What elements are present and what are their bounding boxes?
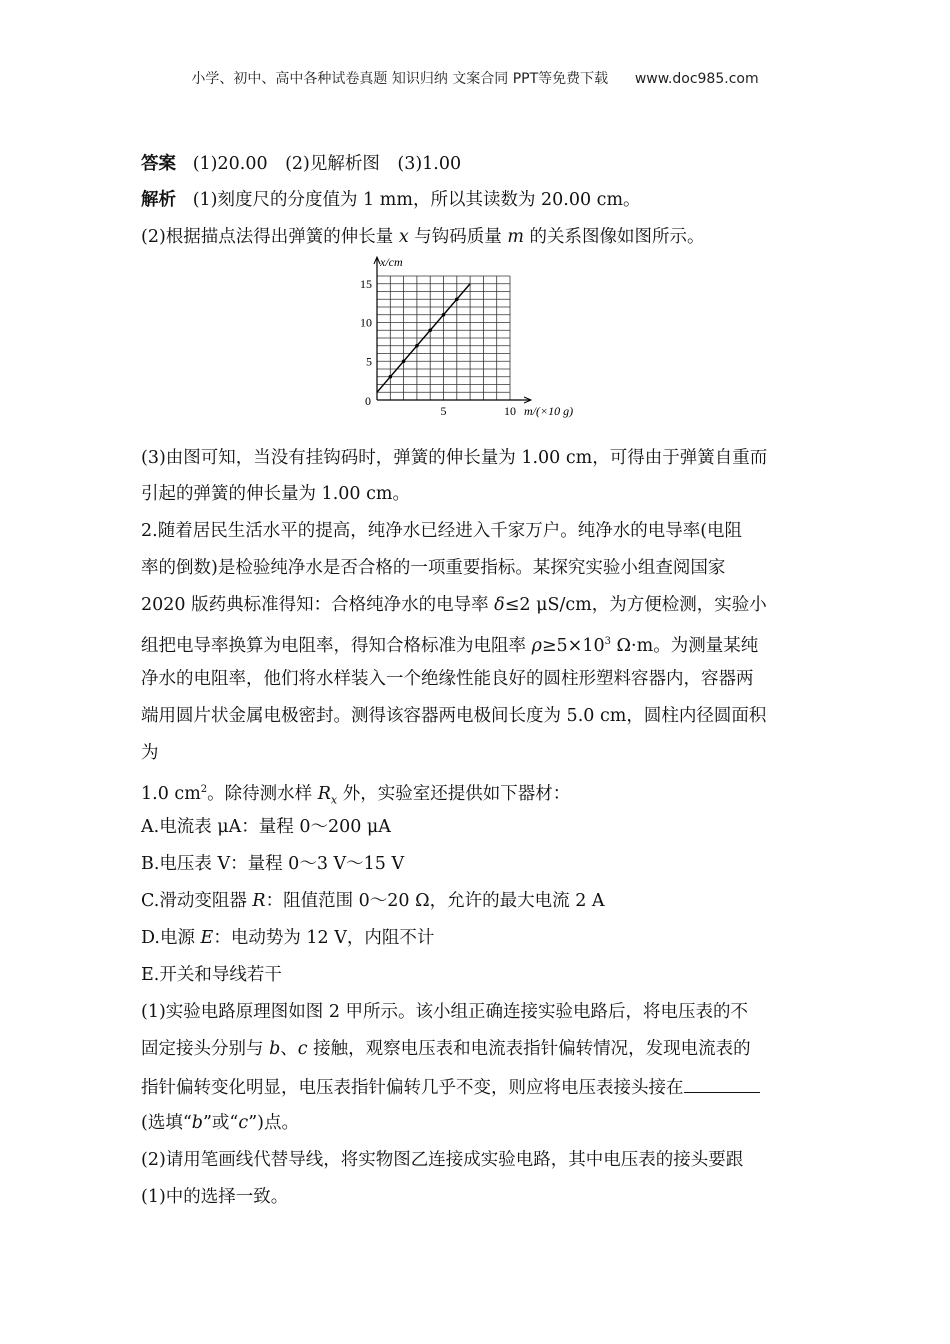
x-tick-label: 5 — [440, 404, 447, 418]
extension-mass-chart — [344, 252, 604, 424]
q2-line-2: 率的倒数)是检验纯净水是否合格的一项重要指标。某探究实验小组查阅国家 — [141, 558, 726, 578]
data-point — [455, 297, 459, 301]
answer-label: 答案 — [141, 154, 176, 174]
data-point — [389, 375, 393, 379]
analysis-line-1: 解析 (1)刻度尺的分度值为 1 mm，所以其读数为 20.00 cm。 — [141, 190, 641, 210]
q2-line-8: 1.0 $cm^2$。除待测水样 $R_x$ 外，实验室还提供如下器材： — [141, 783, 571, 807]
option-d: D.电源 E：电动势为 12 V，内阻不计 — [141, 928, 435, 948]
data-point — [428, 328, 432, 332]
q2-line-5: 净水的电阻率，他们将水样装入一个绝缘性能良好的圆柱形塑料容器内，容器两 — [141, 669, 754, 689]
page-header: 小学、初中、高中各种试卷真题 知识归纳 文案合同 PPT等免费下载 www.doc985.com — [191, 71, 759, 87]
y-tick-label: 10 — [360, 315, 372, 330]
answer-blank — [684, 1074, 760, 1093]
q2-line-7: 为 — [141, 743, 159, 763]
sub1-line-2: 固定接头分别与 b、c 接触，观察电压表和电流表指针偏转情况，发现电流表的 — [141, 1039, 751, 1059]
option-a: A.电流表 μA：量程 0～200 μA — [141, 817, 391, 837]
q2-line-1: 2.随着居民生活水平的提高，纯净水已经进入千家万户。纯净水的电导率(电阻 — [141, 521, 743, 541]
x-tick-label: 10 — [504, 404, 516, 418]
origin-label: 0 — [365, 394, 371, 408]
sub2-line-2: (1)中的选择一致。 — [141, 1187, 289, 1207]
data-point — [415, 344, 419, 348]
data-point — [402, 359, 406, 363]
sub2-line-1: (2)请用笔画线代替导线，将实物图乙连接成实验电路，其中电压表的接头要跟 — [141, 1150, 744, 1170]
option-e: E.开关和导线若干 — [141, 965, 282, 985]
analysis-label: 解析 — [141, 190, 176, 210]
option-c: C.滑动变阻器 R：阻值范围 0～20 Ω，允许的最大电流 2 A — [141, 891, 605, 911]
sub1-line-3: 指针偏转变化明显，电压表指针偏转几乎不变，则应将电压表接头接在 — [141, 1074, 811, 1100]
analysis-line-3: (3)由图可知，当没有挂钩码时，弹簧的伸长量为 1.00 cm，可得由于弹簧自重而 — [141, 448, 768, 468]
answer-line — [141, 152, 811, 176]
sub1-line-1: (1)实验电路原理图如图 2 甲所示。该小组正确连接实验电路后，将电压表的不 — [141, 1002, 749, 1022]
answer-text: (1)20.00 (2)见解析图 (3)1.00 — [192, 154, 462, 174]
q2-line-3: 2020 版药典标准得知：合格纯净水的电导率 δ≤2 μS/cm，为方便检测，实验小 — [141, 595, 767, 615]
data-point — [442, 313, 446, 317]
x-axis-label: m/(×10 g) — [524, 404, 574, 418]
q2-line-4: 组把电导率换算为电阻率，得知合格标准为电阻率 $\rho\ge 5\times 10^3$ Ω·m。为测量某纯 — [141, 635, 759, 656]
y-tick-label: 15 — [360, 276, 372, 291]
option-b: B.电压表 V：量程 0～3 V～15 V — [141, 854, 405, 874]
analysis-line-2: (2)根据描点法得出弹簧的伸长量 x 与钩码质量 m 的关系图像如图所示。 — [141, 227, 705, 247]
y-axis-label: x/cm — [380, 255, 403, 269]
sub1-line-4: (选填“b”或“c”)点。 — [141, 1113, 299, 1133]
y-tick-label: 5 — [366, 354, 372, 369]
analysis-line-4: 引起的弹簧的伸长量为 1.00 cm。 — [141, 484, 410, 504]
q2-line-6: 端用圆片状金属电极密封。测得该容器两电极间长度为 5.0 cm，圆柱内径圆面积 — [141, 706, 767, 726]
